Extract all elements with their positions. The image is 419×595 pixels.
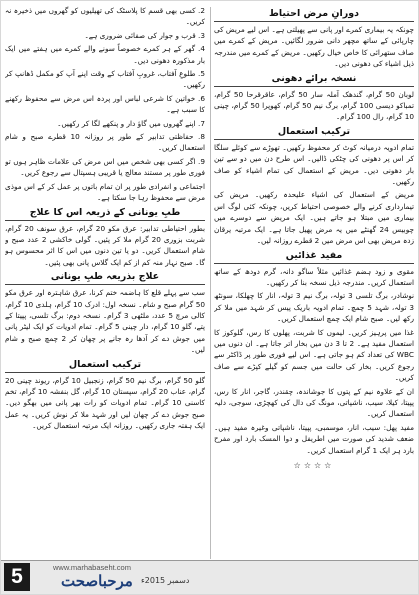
- right-column-paragraph: چونکہ یہ بیماری کمرے اور پانی سے پھیلتی ہے۔ اس لیے مریض کی چارپائی کے ساتھ مچھر دانی ضرور لگائیں۔ مریض کے کمرے میں صاف ستھرائی کا خاص خیال رکھیں۔ مریض کے کمرے میں مندرجہ ذیل اشیاء کی دھونی دیں۔: [214, 25, 414, 69]
- right-column-paragraph: لوبان 50 گرام، گندھک آملہ سار 50 گرام، عاقرقرحا 50 گرام، تمباکو دیسی 100 گرام، برگ نیم 50 گرام، کھوپرا 50 گرام، چینی 10 گرام، رال 100 گرام۔: [214, 89, 414, 122]
- section-end-stars: ☆☆☆☆: [293, 461, 335, 470]
- left-column-paragraph: گلو 50 گرام، برگ نیم 50 گرام، زنجبیل 10 گرام، ریوند چینی 20 گرام، عناب 20 گرام، سپستان 10 گرام، گل بنفشہ 10 گرام، تخم کاسنی 10 گرام۔ تمام ادویات کو رات بھر پانی میں بھگو دیں۔ صبح جوش دے کر چھان لیں اور شہد ملا کر نوش کریں۔ یہ عمل ایک ہفتہ جاری رکھیں۔ روزانہ ایک مرتبہ استعمال کریں۔: [5, 375, 205, 431]
- page-footer: [1, 560, 418, 594]
- right-column-paragraph: تمام ادویہ درمیانہ کوٹ کر محفوظ رکھیں۔ تھوڑے سے کوئلے سلگا کر اس پر دھونی کی چٹکی ڈالیں۔ اس طرح دن میں دو سے تین بار دھونی دیں۔ مریض کے استعمال کی تمام اشیاء کو صاف رکھیں۔: [214, 142, 414, 187]
- issue-date: دسمبر 2015ء: [141, 576, 190, 585]
- left-column-paragraph: 2. کسی بھی قسم کا پلاسٹک کی تھیلیوں کو گھروں میں ذخیرہ نہ کریں۔: [5, 6, 205, 27]
- left-column-paragraph: 4. گھر کے ہر کمرے خصوصاً سونے والے کمرے میں ہفتے میں ایک بار مذکورہ دھونی دیں۔: [5, 44, 205, 65]
- left-column-heading: علاج بذریعہ طبِ یونانی: [5, 270, 205, 285]
- left-column-paragraph: 6. خواتین کا شرعی لباس اور پردہ اس مرض سے محفوظ رکھنے کا سبب ہے۔: [5, 93, 205, 115]
- right-column-paragraph: غذا میں پرہیز کریں۔ لیموں کا شربت، پھلوں کا رس، گلوکوز کا استعمال مفید ہے۔ 2 تا 3 دن میں بخار اتر جاتا ہے۔ ان دنوں میں WBC کی تعداد کم ہو جاتی ہے۔ اس لیے فوری طور پر ڈاکٹر سے رجوع کریں۔ بخار کی حالت میں جسم کو گیلے کپڑے سے صاف کریں۔: [214, 327, 414, 383]
- magazine-title: مرحباصحت: [61, 572, 133, 590]
- left-column-paragraph: 5. طلوعِ آفتاب، غروبِ آفتاب کے وقت اپنے آپ کو مکمل ڈھانپ کر رکھیں۔: [5, 69, 205, 90]
- left-column-paragraph: سب سے پہلے قلع کا ہاضمہ ختم کرنا، عرق شاہترہ اور عرق مکو 50 گرام صبح و شام۔ نسخہ اول: ادرک 10 گرام، ہلدی 10 گرام، کالی مرچ 5 عدد، ملٹھی 3 گرام۔ نسخہ دوم: برگ تلسی، پپیتا کے پتے، گلو 10 گرام، دار چینی 5 گرام۔ تمام ادویات کو ایک لیٹر پانی میں جوش دے کر آدھا رہ جانے پر چھان کر 2 چمچ صبح و شام لیں۔: [5, 288, 205, 355]
- left-column-heading: ترکیب استعمال: [5, 358, 205, 373]
- left-column-heading: طبِ یونانی کے ذریعہ اس کا علاج: [5, 206, 205, 221]
- right-column-heading: نسخہ برائے دھونی: [214, 72, 414, 87]
- right-column-heading: ترکیب استعمال: [214, 125, 414, 140]
- right-column: [214, 5, 414, 561]
- website-url: www.marhabaseht.com: [53, 563, 131, 572]
- column-divider: [210, 7, 211, 559]
- right-column-paragraph: مقوی و زود ہضم غذائیں مثلاً ساگو دانہ، گرم دودھ کے ساتھ استعمال کریں۔ مندرجہ ذیل نسخہ بنا کر رکھیں۔: [214, 266, 414, 287]
- right-column-paragraph: ان کے علاوہ نیم کے پتوں کا جوشاندہ، چقندر، گاجر، انار کا رس، پپیتا، کیلا، سیب، ناشپاتی، مونگ کی دال کی کھچڑی، سوجی، دلیہ استعمال کریں۔: [214, 386, 414, 419]
- left-column-paragraph: بطور احتیاطی تدابیر: عرق مکو 20 گرام، عرق سونف 20 گرام، شربت بزوری 20 گرام ملا کر پئیں۔ گولی خاکشی 2 عدد صبح و شام استعمال کریں۔ دو یا تین دنوں میں اس کا اثر محسوس ہو گا۔ صبح نہار منہ کم از کم ایک گلاس پانی بھی پئیں۔: [5, 223, 205, 267]
- left-column-paragraph: 3. قرب و جوار کی صفائی ضروری ہے۔: [84, 30, 205, 40]
- right-column-paragraph: مفید پھل: سیب، انار، موسمبی، پپیتا، ناشپاتی وغیرہ مفید ہیں۔ ضعف شدید کی صورت میں اطریفل و دوا المسک بارد اور مفرح بارد ہر ایک 1 گرام استعمال کریں۔: [214, 422, 414, 455]
- page-number: 5: [4, 563, 30, 591]
- left-column-paragraph: 7. اپنے گھروں میں گاؤ دار و پنکھے لگا کر رکھیں۔: [57, 118, 205, 128]
- left-column-paragraph: اجتماعی و انفرادی طور پر ان تمام باتوں پر عمل کر کے اس موذی مرض سے محفوظ رہا جا سکتا ہے۔: [5, 181, 205, 203]
- left-column-paragraph: 8. حفاظتی تدابیر کے طور پر روزانہ 10 قطرے صبح و شام استعمال کریں۔: [5, 132, 205, 153]
- left-column-paragraph: 9. اگر کسی بھی شخص میں اس مرض کی علامات ظاہر ہوں تو فوری طور پر مستند معالج یا قریبی ہسپتال سے رجوع کریں۔: [5, 156, 205, 178]
- right-column-paragraph: نوشادر، برگ تلسی 3 تولہ، برگ نیم 3 تولہ، انار کا چھلکا، سونٹھ 3 تولہ، شہد 5 چمچ۔ تمام ادویہ باریک پیس کر شہد میں ملا کر رکھ لیں۔ صبح شام ایک چمچ استعمال کریں۔: [214, 291, 414, 324]
- right-column-heading: مفید غذائیں: [214, 249, 414, 264]
- right-column-heading: دورانِ مرض احتیاط: [214, 7, 414, 22]
- right-column-paragraph: مریض کے استعمال کی اشیاء علیحدہ رکھیں۔ مریض کی تیمارداری کرنے والے خصوصی احتیاط کریں، چونکہ کئی لوگ اس بیماری میں مبتلا ہو جاتے ہیں۔ ایک مریض سے دوسرے میں چوبیس 24 گھنٹے میں یہ مرض پھیل جاتا ہے۔ ایک مرتبہ یرقان زدہ مریض بھی اس مرض میں 2 قطرے روزانہ لیں۔: [214, 190, 414, 246]
- left-column: [5, 5, 205, 561]
